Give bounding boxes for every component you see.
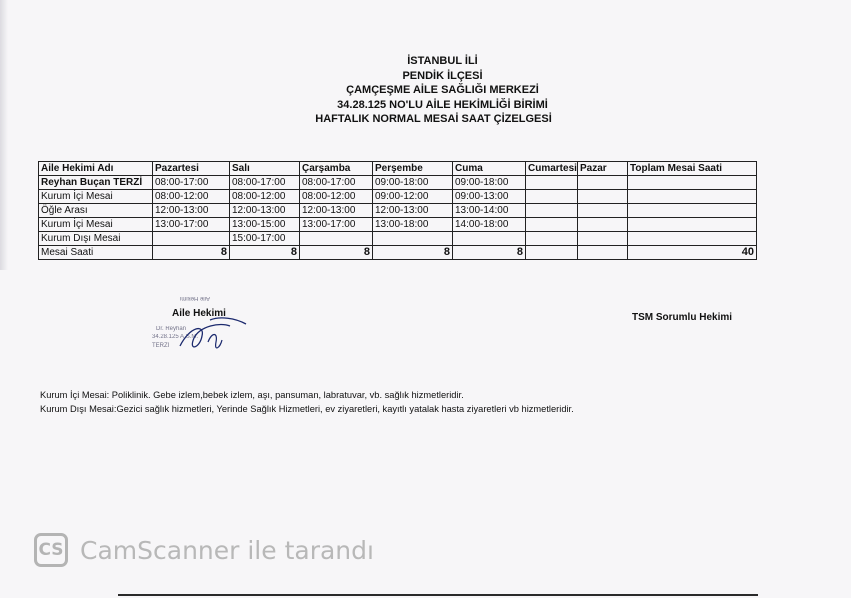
note-external-work: Kurum Dışı Mesai:Gezici sağlık hizmetleri, Yerinde Sağlık Hizmetleri, ev ziyaretleri, kayıtlı yatalak hasta ziyaretleri vb hizmetleridir. [40,404,574,414]
table-row-cell [373,232,453,246]
table-row-cell: 08:00-17:00 [153,176,230,190]
svg-text:34.28.125 A.S.M.: 34.28.125 A.S.M. [152,334,199,340]
table-row-cell: 12:00-13:00 [230,204,300,218]
table-row-cell [578,204,628,218]
table-row-cell: 13:00-17:00 [153,218,230,232]
table-header-row-cell: Pazar [578,162,628,176]
table-total-row-cell: 8 [453,246,526,260]
table-total-row-cell [526,246,578,260]
table-total-row-cell: 8 [153,246,230,260]
table-header-row-cell: Cuma [453,162,526,176]
table-row-cell: Kurum İçi Mesai [39,218,153,232]
table-row-cell: Kurum Dışı Mesai [39,232,153,246]
table-row-cell: 09:00-12:00 [373,190,453,204]
table-row-cell [526,232,578,246]
table-row [39,218,757,232]
table-total-row-cell: 8 [300,246,373,260]
table-row-cell: 09:00-13:00 [453,190,526,204]
svg-text:TERZİ: TERZİ [152,343,170,349]
table-row-cell: 08:00-17:00 [230,176,300,190]
table-row-cell: Reyhan Buçan TERZİ [39,176,153,190]
table-row-cell: 13:00-14:00 [453,204,526,218]
page-edge-shadow [0,0,8,270]
table-row [39,176,757,190]
header-unit: 34.28.125 NO'LU AİLE HEKİMLİĞİ BİRİMİ [337,98,548,111]
camscanner-watermark [34,532,374,568]
schedule-table [38,161,757,260]
table-row-cell [526,176,578,190]
table-row-cell [300,232,373,246]
table-row-cell: 12:00-13:00 [373,204,453,218]
table-row-cell [628,218,757,232]
table-row-cell [153,232,230,246]
table-row-cell: 08:00-17:00 [300,176,373,190]
tsm-signer-label: TSM Sorumlu Hekimi [632,312,733,323]
table-total-row-cell: 40 [628,246,757,260]
table-row-cell [453,232,526,246]
table-row-cell [628,232,757,246]
table-row-cell: Kurum İçi Mesai [39,190,153,204]
camscanner-logo-icon: CS [34,533,68,567]
header-health-center: ÇAMÇEŞME AİLE SAĞLIĞI MERKEZİ [346,84,539,97]
table-row-cell: 13:00-18:00 [373,218,453,232]
table-row-cell [526,218,578,232]
table-row-cell: 08:00-12:00 [230,190,300,204]
table-header-row [39,162,757,176]
table-total-row [39,246,757,260]
header-schedule-title: HAFTALIK NORMAL MESAİ SAAT ÇİZELGESİ [315,113,552,126]
table-header-row-cell: Çarşamba [300,162,373,176]
table-total-row-cell: 8 [373,246,453,260]
table-row-cell [628,190,757,204]
notes-section [40,388,574,416]
note-internal-work: Kurum İçi Mesai: Poliklinik. Gebe izlem,bebek izlem, aşı, pansuman, labratuvar, vb. sağlık hizmetleridir. [40,390,464,400]
stamp-signature-graphic [150,296,260,354]
table-row-cell [526,204,578,218]
table-header-row-cell: Salı [230,162,300,176]
table-row-cell: 13:00-15:00 [230,218,300,232]
table-row-cell: 08:00-12:00 [300,190,373,204]
table-row-cell [578,218,628,232]
table-row [39,232,757,246]
table-header-row-cell: Cumartesi [526,162,578,176]
svg-text:Dr. Reyhan: Dr. Reyhan [156,326,187,332]
table-row-cell [578,176,628,190]
stamp-title: Aile Hekimi [172,308,226,319]
table-row [39,190,757,204]
document-header [0,54,851,127]
table-total-row-cell [578,246,628,260]
table-total-row-cell: 8 [230,246,300,260]
table-row-cell: 15:00-17:00 [230,232,300,246]
svg-text:Aile Hekimi: Aile Hekimi [179,296,210,301]
table-header-row-cell: Pazartesi [153,162,230,176]
doctor-stamp [150,296,260,354]
table-row-cell [578,190,628,204]
table-row [39,204,757,218]
table-row-cell [526,190,578,204]
table-row-cell [628,176,757,190]
header-district: PENDİK İLÇESİ [402,69,483,82]
table-header-row-cell: Aile Hekimi Adı [39,162,153,176]
header-province: İSTANBUL İLİ [407,55,478,67]
bottom-divider [118,594,758,596]
table-row-cell: Öğle Arası [39,204,153,218]
table-row-cell: 14:00-18:00 [453,218,526,232]
table-header-row-cell: Perşembe [373,162,453,176]
watermark-text: CamScanner ile tarandı [80,535,374,565]
table-row-cell: 09:00-18:00 [373,176,453,190]
table-row-cell [578,232,628,246]
table-header-row-cell: Toplam Mesai Saati [628,162,757,176]
table-row-cell: 09:00-18:00 [453,176,526,190]
table-row-cell: 12:00-13:00 [153,204,230,218]
table-row-cell: 08:00-12:00 [153,190,230,204]
table-row-cell: 13:00-17:00 [300,218,373,232]
table-total-row-cell: Mesai Saati [39,246,153,260]
table-row-cell [628,204,757,218]
table-row-cell: 12:00-13:00 [300,204,373,218]
